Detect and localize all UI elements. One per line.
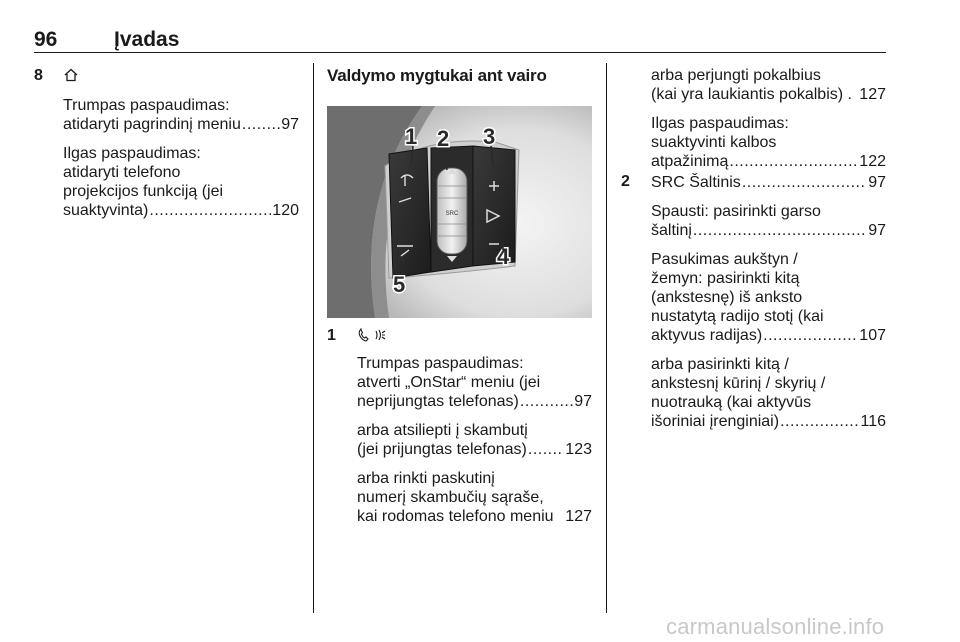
steering-wheel-controls-photo [327,106,592,318]
toc-entry-switch-calls[interactable]: (kai yra laukiantis pokalbis) . 127 [651,86,886,103]
long-press-block: Ilgas paspaudimas: atidaryti telefono projekcijos funkciją (jei suaktyvinta) ..... 120 [63,144,299,220]
page-ref: 97 [574,393,592,410]
home-icon [63,67,79,88]
page-ref: 97 [281,116,299,133]
item-number-1: 1 [327,327,336,344]
toc-entry-external-devices[interactable]: išoriniai įrenginiai) ..... 116 [651,412,886,431]
image-callout-3: 3 [483,124,496,149]
page-ref: 116 [860,413,886,430]
column-2-text: Trumpas paspaudimas: atverti „OnStar“ meniu (jei neprijungtas telefonas) ..... 97 arba atsiliepti į skambutį (jei prijungtas telefonas) ..... 123 arba rinkti paskutinį numerį skambučių sąraše, kai rodomas telefono meniu 127 [357,354,592,536]
toc-entry-answer-call[interactable]: (jei prijungtas telefonas) ..... 123 [357,440,592,459]
toc-entry-radio-station[interactable]: aktyvus radijas) ..... 107 [651,326,886,345]
image-callout-5: 5 [393,272,406,297]
voice-icon [373,327,387,348]
page-ref: 107 [859,327,886,344]
svg-text:SRC: SRC [445,211,459,217]
phone-icon [357,327,371,348]
page-ref: 97 [868,174,886,191]
short-press-label: Trumpas paspaudimas: [63,97,230,114]
page-ref: 122 [859,153,886,170]
column-3: arba perjungti pokalbius (kai yra laukiantis pokalbis) . 127 Ilgas paspaudimas: suaktyvinti kalbos atpažinimą ..... 122 [651,66,886,181]
toc-entry-src[interactable]: SRC Šaltinis ..... 97 [651,173,886,192]
toc-entry-audio-source[interactable]: šaltinį ..... 97 [651,221,886,240]
image-callout-2: 2 [437,126,450,151]
page-number: 96 [34,28,58,51]
watermark: carmanualsonline.info [666,614,885,639]
image-callout-4: 4 [497,244,510,269]
long-press-label: Ilgas paspaudimas: [63,145,201,162]
column-divider-2 [606,63,607,613]
toc-entry-redial[interactable]: kai rodomas telefono meniu 127 [357,508,592,525]
long-press-label: Ilgas paspaudimas: [651,115,789,132]
item-number-8: 8 [34,67,43,84]
toc-entry-projection[interactable]: suaktyvinta) ..... 120 [63,201,299,220]
toc-entry-voice-recognition[interactable]: atpažinimą ..... 122 [651,152,886,171]
column-2-title: Valdymo mygtukai ant vairo [327,66,547,85]
toc-entry-main-menu[interactable]: atidaryti pagrindinį meniu ..... 97 [63,115,299,134]
page-ref: 127 [859,86,886,103]
short-press-block [63,96,299,134]
section-title: Įvadas [114,28,180,51]
toc-entry-onstar[interactable]: neprijungtas telefonas) ..... 97 [357,392,592,411]
column-3-item-2: SRC Šaltinis ..... 97 Spausti: pasirinkti garso šaltinį ..... 97 Pasukimas aukštyn / žemyn: pasirinkti kitą (ankstesnę) iš anksto nustatytą radijo stotį (kai aktyvus radijas) ..... 107 arba pasirinkti kitą / ankstesnį kūrinį / skyrių / nuotrauką (kai aktyvūs išoriniai įrenginiai) ..... 116 [651,173,886,441]
page-ref: 120 [272,202,299,219]
short-press-label: Trumpas paspaudimas: [357,355,524,372]
column-divider-1 [313,63,314,613]
item-number-2: 2 [621,173,630,190]
page-ref: 127 [565,508,592,525]
page-header [34,26,886,53]
image-callout-1: 1 [405,124,418,149]
page-ref: 97 [868,222,886,239]
page-ref: 123 [565,441,592,458]
column-1 [63,96,299,230]
